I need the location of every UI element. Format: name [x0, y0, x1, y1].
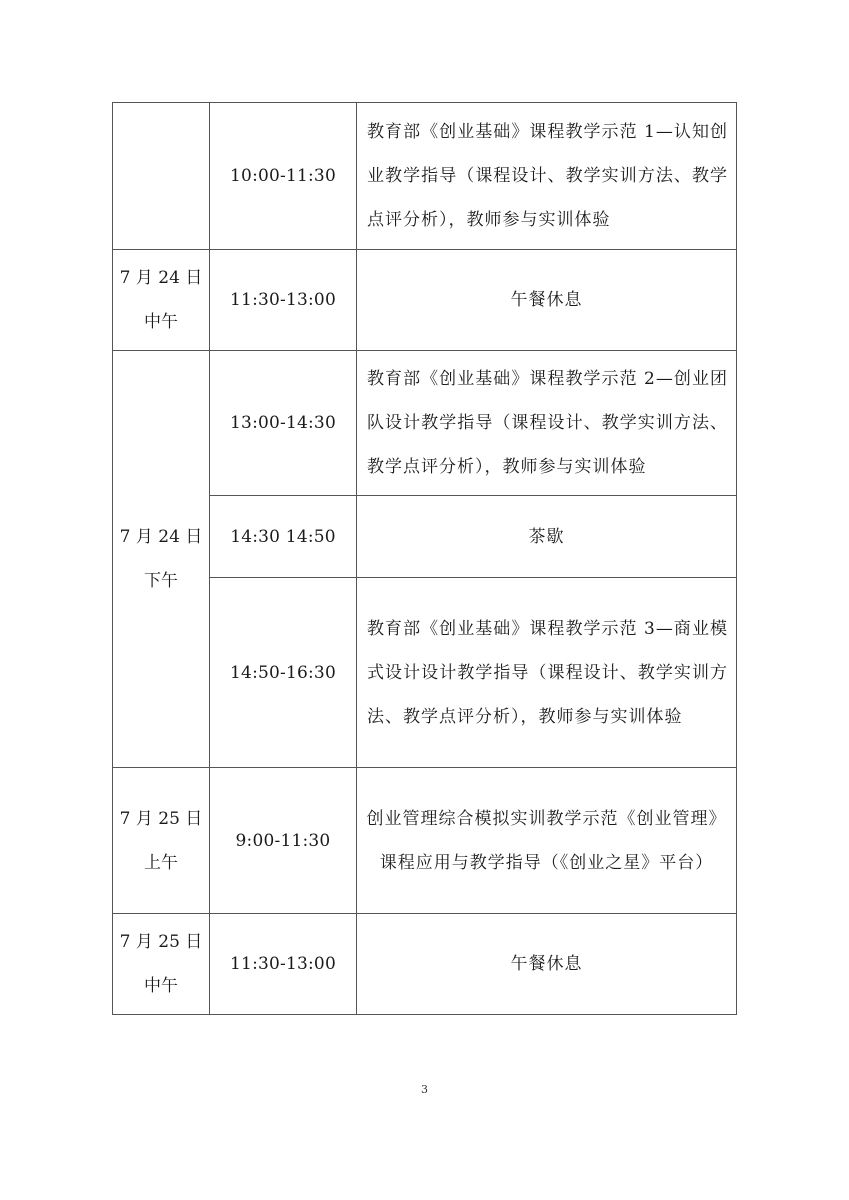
time-cell: 14:30 14:50 — [210, 496, 357, 578]
date-label: 7 月 25 日 — [119, 808, 203, 829]
schedule-table — [112, 102, 737, 1015]
time-cell: 11:30-13:00 — [210, 250, 357, 351]
content-cell: 创业管理综合模拟实训教学示范《创业管理》课程应用与教学指导（《创业之星》平台） — [357, 768, 737, 914]
time-cell: 11:30-13:00 — [210, 914, 357, 1015]
content-cell: 午餐休息 — [357, 914, 737, 1015]
table-row — [113, 250, 737, 351]
table-row — [113, 914, 737, 1015]
date-label: 7 月 25 日 — [119, 932, 203, 952]
date-cell — [113, 351, 210, 768]
content-cell: 茶歇 — [357, 496, 737, 578]
content-cell: 教育部《创业基础》课程教学示范 3—商业模式设计设计教学指导（课程设计、教学实训方法、教学点评分析），教师参与实训体验 — [357, 578, 737, 768]
time-cell: 13:00-14:30 — [210, 351, 357, 496]
date-cell — [113, 914, 210, 1015]
period-label: 中午 — [144, 312, 178, 332]
date-label: 7 月 24 日 — [119, 527, 203, 547]
table-row — [113, 351, 737, 496]
date-label: 7 月 24 日 — [119, 268, 203, 288]
date-cell — [113, 768, 210, 914]
content-cell: 教育部《创业基础》课程教学示范 1—认知创业教学指导（课程设计、教学实训方法、教学点评分析），教师参与实训体验 — [357, 103, 737, 250]
table-row — [113, 103, 737, 250]
period-label: 上午 — [144, 852, 178, 873]
content-cell: 教育部《创业基础》课程教学示范 2—创业团队设计教学指导（课程设计、教学实训方法、教学点评分析），教师参与实训体验 — [357, 351, 737, 496]
time-cell: 14:50-16:30 — [210, 578, 357, 768]
time-cell: 9:00-11:30 — [210, 768, 357, 914]
period-label: 中午 — [144, 976, 178, 996]
date-cell — [113, 250, 210, 351]
page-number: 3 — [421, 1083, 428, 1096]
table-row — [113, 768, 737, 914]
content-cell: 午餐休息 — [357, 250, 737, 351]
period-label: 下午 — [144, 571, 178, 591]
date-cell — [113, 103, 210, 250]
time-cell: 10:00-11:30 — [210, 103, 357, 250]
